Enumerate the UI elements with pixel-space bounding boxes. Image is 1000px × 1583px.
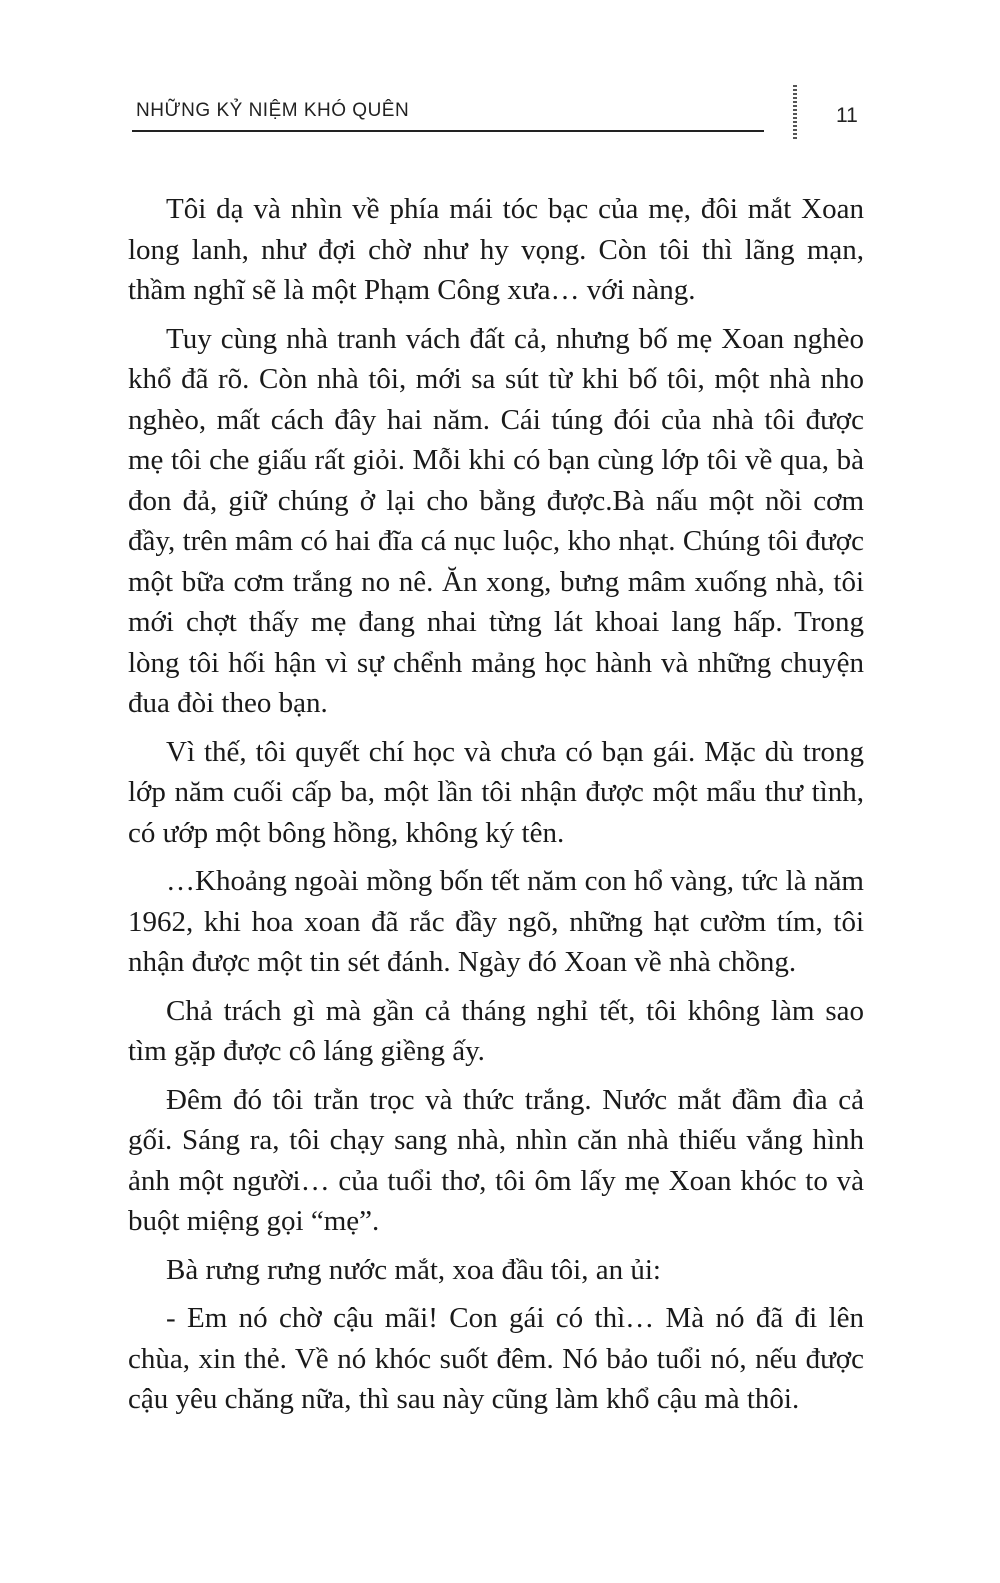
paragraph: Tôi dạ và nhìn về phía mái tóc bạc của mẹ, đôi mắt Xoan long lanh, như đợi chờ như hy vọng. Còn tôi thì lãng mạn, thầm nghĩ sẽ là một Phạm Công xưa… với nàng. (128, 193, 864, 306)
paragraph: - Em nó chờ cậu mãi! Con gái có thì… Mà nó đã đi lên chùa, xin thẻ. Về nó khóc suốt đêm. Nó bảo tuổi nó, nếu được cậu yêu chăng nữa, thì sau này cũng làm khổ cậu mà thôi. (128, 1302, 864, 1415)
paragraph: Tuy cùng nhà tranh vách đất cả, nhưng bố mẹ Xoan nghèo khổ đã rõ. Còn nhà tôi, mới sa sút từ khi bố tôi, một nhà nho nghèo, mất cách đây hai năm. Cái túng đói của nhà tôi được mẹ tôi che giấu rất giỏi. Mỗi khi có bạn cùng lớp tôi về qua, bà đon đả, giữ chúng ở lại cho bằng được.Bà nấu một nồi cơm đầy, trên mâm có hai đĩa cá nục luộc, kho nhạt. Chúng tôi được một bữa cơm trắng no nê. Ăn xong, bưng mâm xuống nhà, tôi mới chợt thấy mẹ đang nhai từng lát khoai lang hấp. Trong lòng tôi hối hận vì sự chểnh mảng học hành và những chuyện đua đòi theo bạn. (128, 322, 864, 719)
paragraph: Vì thế, tôi quyết chí học và chưa có bạn gái. Mặc dù trong lớp năm cuối cấp ba, một lần tôi nhận được một mẩu thư tình, có ướp một bông hồng, không ký tên. (128, 735, 864, 849)
running-title: NHỮNG KỶ NIỆM KHÓ QUÊN (136, 100, 410, 121)
paragraph: Đêm đó tôi trằn trọc và thức trắng. Nước mắt đầm đìa cả gối. Sáng ra, tôi chạy sang nhà, nhìn căn nhà thiếu vắng hình ảnh một người… của tuổi thơ, tôi ôm lấy mẹ Xoan khóc to và buột miệng gọi “mẹ”. (128, 1083, 864, 1237)
paragraph: Chả trách gì mà gần cả tháng nghỉ tết, tôi không làm sao tìm gặp được cô láng giềng ấy. (128, 994, 864, 1067)
paragraph: …Khoảng ngoài mồng bốn tết năm con hổ vàng, tức là năm 1962, khi hoa xoan đã rắc đầy ngõ, những hạt cườm tím, tôi nhận được một tin sét đánh. Ngày đó Xoan về nhà chồng. (128, 865, 864, 978)
dotted-divider (793, 85, 797, 141)
page-number: 11 (836, 104, 858, 127)
running-header (132, 98, 764, 132)
paragraph: Bà rưng rưng nước mắt, xoa đầu tôi, an ủi: (166, 1253, 661, 1286)
body-text (128, 189, 864, 1428)
